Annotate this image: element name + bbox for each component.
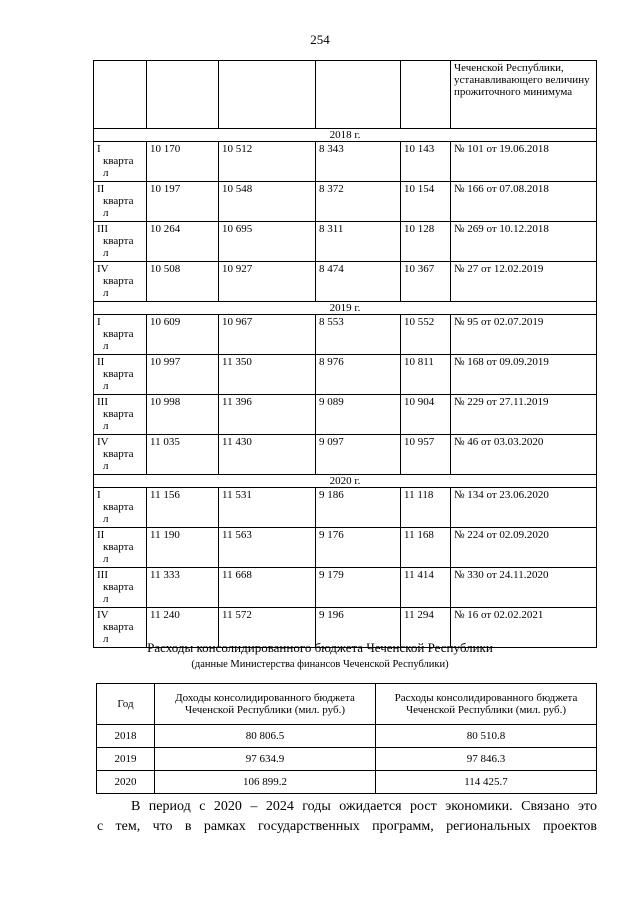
value-cell: 10 508 <box>147 262 219 302</box>
body-paragraph <box>97 797 597 837</box>
value-cell: 11 668 <box>219 568 316 608</box>
year-label: 2019 г. <box>94 302 597 315</box>
value-cell: 10 197 <box>147 182 219 222</box>
quarter-number: I <box>97 489 101 501</box>
value-cell: 10 548 <box>219 182 316 222</box>
quarter-number: IV <box>97 436 109 448</box>
quarter-word-end: л <box>103 167 109 179</box>
quarter-word-end: л <box>103 553 109 565</box>
quarter-number: I <box>97 316 101 328</box>
value-cell: 11 118 <box>401 488 451 528</box>
section-subtitle: (данные Министерства финансов Чеченской Республики) <box>191 659 449 670</box>
quarter-cell <box>94 435 147 475</box>
quarter-word-end: л <box>103 460 109 472</box>
value-cell: 10 904 <box>401 395 451 435</box>
table-row <box>94 315 597 355</box>
header-cell <box>94 61 147 129</box>
value-cell: 10 552 <box>401 315 451 355</box>
quarter-number: II <box>97 529 105 541</box>
quarter-number: II <box>97 183 105 195</box>
value-cell: 11 294 <box>401 608 451 648</box>
document-cell: № 101 от 19.06.2018 <box>451 142 597 182</box>
value-cell: 10 927 <box>219 262 316 302</box>
quarter-word: кварта <box>103 621 134 633</box>
value-cell: 10 609 <box>147 315 219 355</box>
year-cell: 2020 <box>97 771 155 794</box>
paragraph-line: с тем, что в рамках государственных программ, региональных проектов <box>97 819 597 834</box>
value-cell: 10 143 <box>401 142 451 182</box>
value-cell: 10 967 <box>219 315 316 355</box>
value-cell: 11 156 <box>147 488 219 528</box>
quarter-number: III <box>97 223 108 235</box>
header-income: Доходы консолидированного бюджета Чеченской Республики (мил. руб.) <box>155 684 376 725</box>
value-cell: 9 097 <box>316 435 401 475</box>
quarter-word: кварта <box>103 408 134 420</box>
header-year: Год <box>97 684 155 725</box>
quarter-word-end: л <box>103 287 109 299</box>
value-cell: 8 976 <box>316 355 401 395</box>
quarter-cell <box>94 262 147 302</box>
value-cell: 10 154 <box>401 182 451 222</box>
table-row <box>97 748 597 771</box>
section-title: Расходы консолидированного бюджета Чеченской Республики <box>147 640 493 655</box>
header-cell <box>401 61 451 129</box>
quarter-word: кварта <box>103 368 134 380</box>
document-cell: № 134 от 23.06.2020 <box>451 488 597 528</box>
header-cell <box>316 61 401 129</box>
quarter-word: кварта <box>103 235 134 247</box>
value-cell: 11 572 <box>219 608 316 648</box>
value-cell: 9 176 <box>316 528 401 568</box>
value-cell: 10 264 <box>147 222 219 262</box>
value-cell: 10 811 <box>401 355 451 395</box>
value-cell: 11 430 <box>219 435 316 475</box>
quarter-cell <box>94 142 147 182</box>
value-cell: 9 186 <box>316 488 401 528</box>
quarter-word-end: л <box>103 593 109 605</box>
value-cell: 11 035 <box>147 435 219 475</box>
value-cell: 10 128 <box>401 222 451 262</box>
year-label: 2020 г. <box>94 475 597 488</box>
table-row <box>94 182 597 222</box>
document-cell: № 166 от 07.08.2018 <box>451 182 597 222</box>
value-cell: 8 343 <box>316 142 401 182</box>
table-row <box>94 222 597 262</box>
quarter-word: кварта <box>103 328 134 340</box>
quarter-word-end: л <box>103 207 109 219</box>
value-cell: 10 170 <box>147 142 219 182</box>
quarter-word-end: л <box>103 247 109 259</box>
quarter-word: кварта <box>103 275 134 287</box>
table-row <box>94 435 597 475</box>
value-cell: 10 957 <box>401 435 451 475</box>
document-cell: № 269 от 10.12.2018 <box>451 222 597 262</box>
quarter-number: III <box>97 569 108 581</box>
document-cell: № 330 от 24.11.2020 <box>451 568 597 608</box>
quarter-word-end: л <box>103 420 109 432</box>
paragraph-line: В период с 2020 – 2024 годы ожидается рост экономики. Связано это <box>131 799 597 814</box>
value-cell: 11 168 <box>401 528 451 568</box>
table-row <box>94 395 597 435</box>
value-cell: 9 089 <box>316 395 401 435</box>
year-row <box>94 302 597 315</box>
value-cell: 10 695 <box>219 222 316 262</box>
quarter-word: кварта <box>103 195 134 207</box>
table-row <box>94 528 597 568</box>
quarter-word: кварта <box>103 541 134 553</box>
income-cell: 106 899.2 <box>155 771 376 794</box>
quarter-cell <box>94 182 147 222</box>
quarter-word-end: л <box>103 633 109 645</box>
value-cell: 10 367 <box>401 262 451 302</box>
value-cell: 8 372 <box>316 182 401 222</box>
expenses-cell: 80 510.8 <box>376 725 597 748</box>
quarter-number: II <box>97 356 105 368</box>
quarter-word-end: л <box>103 513 109 525</box>
quarter-cell <box>94 528 147 568</box>
table-row <box>94 568 597 608</box>
value-cell: 8 553 <box>316 315 401 355</box>
income-cell: 80 806.5 <box>155 725 376 748</box>
quarter-word: кварта <box>103 448 134 460</box>
document-cell: № 224 от 02.09.2020 <box>451 528 597 568</box>
page-number: 254 <box>310 32 330 47</box>
header-cell <box>219 61 316 129</box>
table-row <box>94 142 597 182</box>
value-cell: 8 311 <box>316 222 401 262</box>
year-cell: 2019 <box>97 748 155 771</box>
subsistence-minimum-table <box>93 60 597 648</box>
table-header-row <box>94 61 597 129</box>
quarter-cell <box>94 488 147 528</box>
header-cell <box>147 61 219 129</box>
year-cell: 2018 <box>97 725 155 748</box>
table-row <box>94 488 597 528</box>
value-cell: 11 396 <box>219 395 316 435</box>
value-cell: 11 190 <box>147 528 219 568</box>
expenses-cell: 114 425.7 <box>376 771 597 794</box>
header-cell-document: Чеченской Республики, устанавливающего величину прожиточного минимума <box>451 61 597 129</box>
year-row <box>94 129 597 142</box>
value-cell: 11 240 <box>147 608 219 648</box>
quarter-word-end: л <box>103 380 109 392</box>
quarter-number: III <box>97 396 108 408</box>
document-cell: № 46 от 03.03.2020 <box>451 435 597 475</box>
value-cell: 10 998 <box>147 395 219 435</box>
table-row <box>97 771 597 794</box>
quarter-number: IV <box>97 609 109 621</box>
quarter-word: кварта <box>103 581 134 593</box>
quarter-cell <box>94 568 147 608</box>
quarter-cell <box>94 222 147 262</box>
value-cell: 9 179 <box>316 568 401 608</box>
quarter-word: кварта <box>103 155 134 167</box>
table-row <box>97 725 597 748</box>
value-cell: 11 333 <box>147 568 219 608</box>
quarter-cell <box>94 315 147 355</box>
table-row <box>94 262 597 302</box>
quarter-number: IV <box>97 263 109 275</box>
value-cell: 11 350 <box>219 355 316 395</box>
value-cell: 10 997 <box>147 355 219 395</box>
document-cell: № 229 от 27.11.2019 <box>451 395 597 435</box>
table-row <box>94 355 597 395</box>
expenses-cell: 97 846.3 <box>376 748 597 771</box>
value-cell: 8 474 <box>316 262 401 302</box>
quarter-word-end: л <box>103 340 109 352</box>
quarter-cell <box>94 395 147 435</box>
document-cell: № 16 от 02.02.2021 <box>451 608 597 648</box>
value-cell: 11 563 <box>219 528 316 568</box>
document-cell: № 168 от 09.09.2019 <box>451 355 597 395</box>
value-cell: 10 512 <box>219 142 316 182</box>
year-row <box>94 475 597 488</box>
value-cell: 9 196 <box>316 608 401 648</box>
document-cell: № 27 от 12.02.2019 <box>451 262 597 302</box>
document-cell: № 95 от 02.07.2019 <box>451 315 597 355</box>
year-label: 2018 г. <box>94 129 597 142</box>
quarter-word: кварта <box>103 501 134 513</box>
quarter-cell <box>94 355 147 395</box>
quarter-number: I <box>97 143 101 155</box>
value-cell: 11 414 <box>401 568 451 608</box>
income-cell: 97 634.9 <box>155 748 376 771</box>
budget-table <box>96 683 597 794</box>
budget-header-row <box>97 684 597 725</box>
header-expenses: Расходы консолидированного бюджета Чеченской Республики (мил. руб.) <box>376 684 597 725</box>
value-cell: 11 531 <box>219 488 316 528</box>
